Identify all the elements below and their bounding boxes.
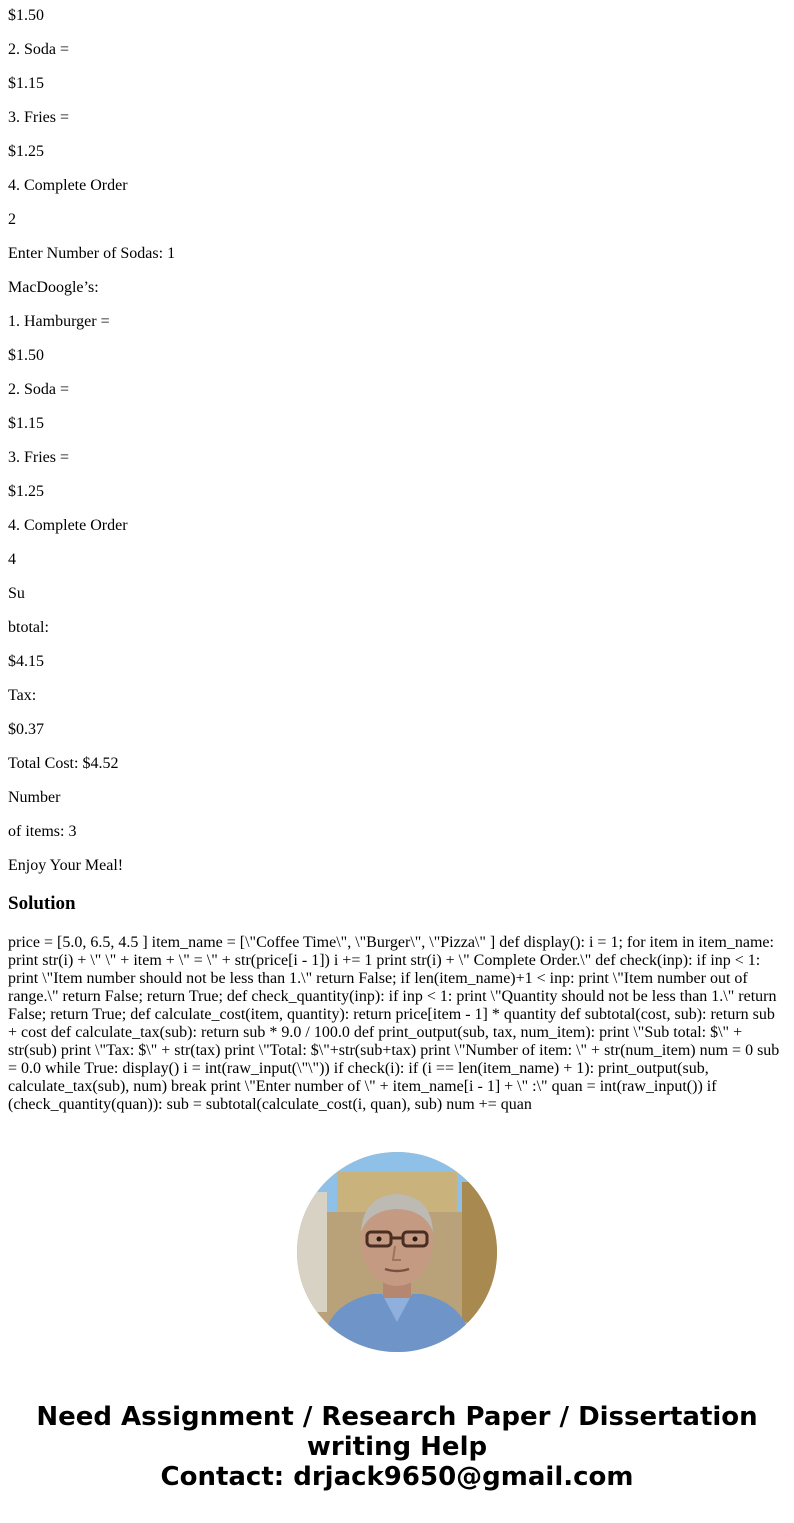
- transcript-line: MacDoogle’s:: [8, 279, 99, 296]
- transcript-line: btotal:: [8, 619, 49, 636]
- transcript: [8, 0, 786, 884]
- transcript-line: $1.15: [8, 415, 44, 432]
- transcript-line: Enter Number of Sodas: 1: [8, 245, 176, 262]
- transcript-line: 4. Complete Order: [8, 177, 128, 194]
- transcript-line: 2. Soda =: [8, 41, 70, 58]
- transcript-line: $1.15: [8, 75, 44, 92]
- transcript-line: $4.15: [8, 653, 44, 670]
- transcript-line: $1.25: [8, 483, 44, 500]
- transcript-line: 1. Hamburger =: [8, 313, 110, 330]
- solution-heading: Solution: [8, 893, 76, 914]
- transcript-line: $1.25: [8, 143, 44, 160]
- transcript-line: Total Cost: $4.52: [8, 755, 119, 772]
- cta-line: Need Assignment / Research Paper / Dissertation: [36, 1402, 758, 1432]
- transcript-line: Su: [8, 585, 25, 602]
- transcript-line: 4. Complete Order: [8, 517, 128, 534]
- transcript-line: Number: [8, 789, 61, 806]
- contact-banner: [0, 1402, 794, 1492]
- transcript-line: Enjoy Your Meal!: [8, 857, 124, 874]
- transcript-line: $0.37: [8, 721, 44, 738]
- author-avatar: [297, 1152, 497, 1352]
- transcript-line: $1.50: [8, 347, 44, 364]
- person-portrait-icon: [297, 1152, 497, 1352]
- transcript-line: 3. Fries =: [8, 109, 70, 126]
- transcript-line: Tax:: [8, 687, 37, 704]
- cta-line: writing Help: [306, 1432, 488, 1462]
- transcript-line: 3. Fries =: [8, 449, 70, 466]
- contact-email: Contact: drjack9650@gmail.com: [160, 1462, 634, 1492]
- transcript-line: 2: [8, 211, 16, 228]
- transcript-line: of items: 3: [8, 823, 77, 840]
- transcript-line: 2. Soda =: [8, 381, 70, 398]
- solution-code: price = [5.0, 6.5, 4.5 ] item_name = [\"Coffee Time\", \"Burger\", \"Pizza\" ] def display(): i = 1; for item in item_name: print str(i) + \" \" + item + \" = \" + str(price[i - 1]) i += 1 print str(i) + \" Complete Order.\" def check(inp): if inp < 1: print \"Item number should not be less than 1.\" return False; if len(item_name)+1 < inp: print \"Item number out of range.\" return False; return True; def check_quantity(inp): if inp < 1: print \"Quantity should not be less than 1.\" return False; return True; def calculate_cost(item, quantity): return price[item - 1] * quantity def subtotal(cost, sub): return sub + cost def calculate_tax(sub): return sub * 9.0 / 100.0 def print_output(sub, tax, num_item): print \"Sub total: $\" + str(sub) print \"Tax: $\" + str(tax) print \"Total: $\"+str(sub+tax) print \"Number of item: \" + str(num_item) num = 0 sub = 0.0 while True: display() i = int(raw_input(\"\")) if check(i): if (i == len(item_name) + 1): print_output(sub, calculate_tax(sub), num) break print \"Enter number of \" + item_name[i - 1] + \" :\" quan = int(raw_input()) if (check_quantity(quan)): sub = subtotal(calculate_cost(i, quan), sub) num += quan: [8, 934, 780, 1113]
- transcript-line: $1.50: [8, 7, 44, 24]
- transcript-line: 4: [8, 551, 16, 568]
